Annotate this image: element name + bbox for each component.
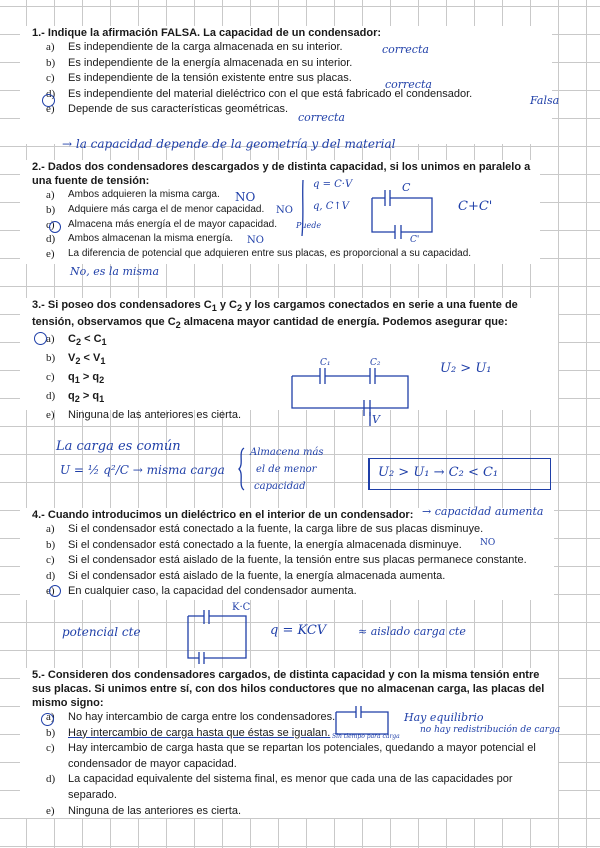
q1-option-b: b) Es independiente de la energía almacenada en su interior.: [46, 56, 353, 69]
q4-option-c: c) Si el condensador está aislado de la fuente, la tensión entre sus placas permanece constante.: [46, 554, 527, 567]
q1-note-d: Falsa: [530, 94, 560, 107]
q4-capacitor-sketch: [186, 606, 252, 664]
q1-option-d: d) Es independiente del material dieléctrico con el que está fabricado el condensador.: [46, 87, 473, 100]
q2-answer-circle: [49, 221, 61, 233]
q2-parallel-circuit: [300, 178, 440, 240]
q1-note-c: correcta: [385, 78, 432, 91]
q2-eq1: q = C·V: [313, 179, 353, 190]
q1-option-c: c) Es independiente de la tensión existente entre sus placas.: [46, 72, 352, 85]
q4-option-b: b) Si el condensador está conectado a la fuente, la energía almacenada disminuye.: [46, 538, 462, 551]
q4-option-a: a) Si el condensador está conectado a la fuente, la carga libre de sus placas disminuye.: [46, 523, 484, 535]
q5-option-d: d) La capacidad equivalente del sistema final, es menor que cada una de las capacidades por separado.: [46, 773, 513, 801]
q3-c2-label: C₂: [370, 358, 381, 368]
q2-note-b: NO: [276, 205, 293, 216]
question-5: [20, 668, 561, 818]
q1-option-a: a) Es independiente de la carga almacenada en su interior.: [46, 41, 343, 53]
q3-v-label: V: [372, 413, 380, 426]
q3-c1-label: C₁: [320, 358, 331, 368]
q3-carga-note: La carga es común: [56, 439, 181, 454]
question-1-title: 1.- Indique la afirmación FALSA. La capacidad de un condensador:: [32, 27, 382, 39]
q3-brace: [236, 446, 248, 492]
q5-option-c: c) Hay intercambio de carga hasta que se repartan los potenciales, quedando a mayor potencial el condensador de mayor capacidad.: [46, 742, 536, 770]
q2-sum: C+C': [458, 199, 493, 214]
q4-potencial-note: potencial cte: [62, 625, 141, 639]
q3-series-circuit: [290, 362, 420, 426]
q5-option-a: a) No hay intercambio de carga entre los condensadores.: [46, 711, 336, 723]
q3-almacena-1: Almacena más: [250, 447, 324, 458]
q2-cap-bottom: C': [410, 235, 420, 245]
q4-option-d: d) Si el condensador está aislado de la fuente, la energía almacenada aumenta.: [46, 569, 446, 582]
q3-option-e: e) Ninguna de las anteriores es cierta.: [46, 408, 242, 421]
q2-note-c: Puede: [296, 221, 322, 230]
q3-result-note: U₂ > U₁ → C₂ < C₁: [378, 465, 499, 480]
question-4-title: 4.- Cuando introducimos un dieléctrico en el interior de un condensador:: [32, 509, 414, 521]
q3-formula-note: U = ½ q²/C → misma carga: [60, 463, 225, 477]
question-1: [20, 26, 552, 144]
q2-cap-top: C: [402, 181, 411, 194]
q5-answer-circle: [41, 713, 54, 726]
q5-sin-note: Sin tiempo para carga: [332, 733, 400, 740]
q1-footer-note: → la capacidad depende de la geometría y del material: [62, 137, 396, 151]
q4-q-note: q = KCV: [270, 623, 327, 638]
question-2-title: 2.- Dados dos condensadores descargados y de distinta capacidad, si los unimos en paralelo a una fuente de tensión:: [32, 161, 531, 187]
q4-option-e: e) En cualquier caso, la capacidad del condensador aumenta.: [46, 585, 357, 598]
q1-note-a: correcta: [382, 43, 429, 56]
q3-option-a: a) $C_2 < C_1$: [46, 333, 107, 348]
q4-kc-label: K·C: [232, 602, 251, 613]
q1-answer-circle: [42, 94, 55, 107]
question-5-title: 5.- Consideren dos condensadores cargados, de distinta capacidad y con la misma tensión entre sus placas. Si unimos entre sí, con dos hilos conductores que no almacenan carga, las placas del mismo signo:: [32, 669, 545, 709]
q2-note-d: NO: [247, 235, 264, 246]
q3-option-c: c) $q_1 > q_2$: [46, 370, 105, 386]
q3-almacena-3: capacidad: [254, 481, 306, 492]
q3-option-d: d) $q_2 > q_1$: [46, 389, 105, 404]
q2-option-b: b) Adquiere más carga el de menor capacidad.: [46, 203, 265, 216]
q2-note-a: NO: [235, 190, 256, 204]
question-3: [20, 298, 558, 421]
q2-option-e: e) La diferencia de potencial que adquieren entre sus placas, es proporcional a su capacidad.: [46, 248, 472, 261]
q4-title-note: → capacidad aumenta: [422, 505, 544, 518]
q2-footer-note: No, es la misma: [70, 265, 160, 278]
q5-eq-note: Hay equilibrio: [404, 711, 484, 724]
q4-aislado-note: ≈ aislado carga cte: [358, 625, 466, 638]
q3-answer-circle: [34, 332, 47, 345]
q2-option-a: a) Ambos adquieren la misma carga.: [46, 189, 220, 201]
q3-option-b: b) $V_2 < V_1$: [46, 352, 106, 367]
q5-no-redist-note: no hay redistribución de carga: [420, 725, 561, 735]
q5-option-e: e) Ninguna de las anteriores es cierta.: [46, 804, 242, 817]
q3-u-note: U₂ > U₁: [440, 361, 492, 376]
q3-almacena-2: el de menor: [256, 464, 317, 475]
q1-note-e: correcta: [298, 111, 345, 124]
question-3-title: 3.- Si poseo dos condensadores $C_1$ y $C_2$ y los cargamos conectados en serie a una fuente de tensión, observamos que $C_2$ almacena mayor cantidad de energía. Podemos asegurar que:: [32, 299, 518, 331]
q2-eq2: q, C↑V: [313, 201, 350, 212]
q4-note-b: NO: [480, 538, 496, 548]
q2-option-c: c) Almacena más energía el de mayor capacidad.: [46, 218, 278, 231]
q4-answer-circle: [49, 585, 61, 597]
question-4: [20, 505, 554, 600]
q1-option-e: e) Depende de sus características geométricas.: [46, 103, 289, 116]
q5-option-b: b) Hay intercambio de carga hasta que éstas se igualan.: [46, 726, 331, 739]
q2-option-d: d) Ambos almacenan la misma energía.: [46, 233, 234, 246]
